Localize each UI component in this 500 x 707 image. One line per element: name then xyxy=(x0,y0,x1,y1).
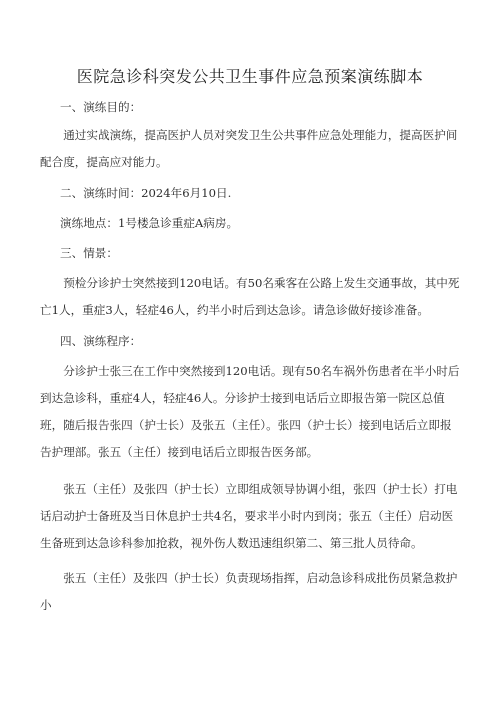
paragraph-procedure-2: 张五（主任）及张四（护士长）立即组成领导协调小组，张四（护士长）打电话启动护士备班及当日休息护士共4名，要求半小时内到岗；张五（主任）启动医生备班到达急诊科参加抢救，视外伤人数迅速组织第二、第三批人员待命。 xyxy=(40,482,458,550)
paragraph-procedure-3: 张五（主任）及张四（护士长）负责现场指挥，启动急诊科成批伤员紧急救护小 xyxy=(40,571,458,612)
paragraph-purpose: 通过实战演练，提高医护人员对突发卫生公共事件应急处理能力，提高医护间配合度，提高应对能力。 xyxy=(40,128,458,169)
paragraph-procedure-1: 分诊护士张三在工作中突然接到120电话。现有50名车祸外伤患者在半小时后到达急诊科，重症4人，轻症46人。分诊护士接到电话后立即报告第一院区总值班，随后报告张四（护士长）及张五（主任）。张四（护士长）接到电话后立即报告护理部。张五（主任）接到电话后立即报告医务部。 xyxy=(40,364,460,459)
paragraph-scenario: 预检分诊护士突然接到120电话。有50名乘客在公路上发生交通事故，其中死亡1人，重症3人，轻症46人，约半小时后到达急诊。请急诊做好接诊准备。 xyxy=(40,276,460,317)
section-heading-procedure: 四、演练程序： xyxy=(60,334,142,348)
paragraph-location: 演练地点：1号楼急诊重症A病房。 xyxy=(60,216,239,230)
section-heading-scenario: 三、情景： xyxy=(60,246,118,260)
section-heading-time: 二、演练时间：2024年6月10日. xyxy=(60,186,232,200)
section-heading-purpose: 一、演练目的： xyxy=(60,100,142,114)
document-title: 医院急诊科突发公共卫生事件应急预案演练脚本 xyxy=(76,67,424,86)
